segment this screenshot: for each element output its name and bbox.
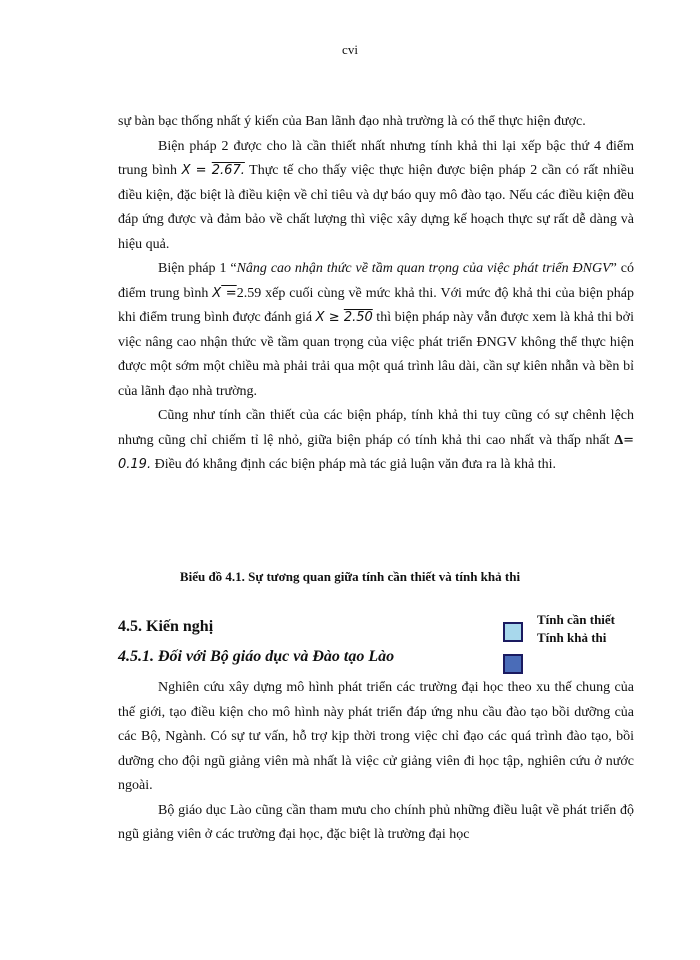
math-equals: = bbox=[221, 285, 237, 301]
paragraph-continuation: sự bàn bạc thống nhất ý kiến của Ban lãnh đạo nhà trường là có thể thực hiện được. bbox=[118, 114, 586, 129]
page-number: cvi bbox=[342, 42, 358, 57]
paragraph-feasibility-summary bbox=[118, 404, 634, 478]
math-x-bar: X bbox=[181, 163, 191, 178]
section-subheading: 4.5.1. Đối với Bộ giáo dục và Đào tạo Lào bbox=[118, 648, 395, 665]
chart-legend bbox=[503, 612, 623, 682]
paragraph-measure-2 bbox=[118, 135, 634, 258]
text-run: Thực tế cho thấy việc thực hiện được biện pháp 2 cần có rất nhiều điều kiện, đặc biệt là điều kiện về chỉ tiêu và dự báo quy mô đào tạo. Nếu các điều kiện đều đáp ứng được và đảm bảo về chất lượng thì việc xây dựng kế hoạch thực sự rất dễ dàng và hiệu quả. bbox=[118, 163, 634, 252]
text-run: Cũng như tính cần thiết của các biện pháp, tính khả thi tuy cũng có sự chênh lệch nhưng cũng chỉ chiếm tỉ lệ nhỏ, giữa biện pháp có tính khả thi cao nhất và thấp nhất bbox=[118, 408, 634, 448]
text-run: ” có điểm trung bình bbox=[118, 261, 634, 301]
math-equals: = bbox=[190, 163, 212, 178]
legend-swatch-feasibility bbox=[503, 654, 523, 674]
legend-label-necessity: Tính cần thiết bbox=[537, 612, 616, 627]
paragraph-research-model: Nghiên cứu xây dựng mô hình phát triển các trường đại học theo xu thế chung của thế giới, tạo điều kiện cho mô hình này phát triển đáp ứng nhu cầu đào tạo bồi dưỡng của các Bộ, Ngành. Có sự tư vấn, hỗ trợ kịp thời trong việc chỉ đạo các quá trình đào tạo, bồi dưỡng cho đội ngũ giảng viên mà nhất là việc cử giảng viên đi học tập, nghiên cứu ở nước ngoài. bbox=[118, 680, 634, 793]
section-heading: 4.5. Kiến nghị bbox=[118, 618, 214, 635]
math-value: 2.50 bbox=[343, 310, 373, 325]
measure-title-italic: Nâng cao nhận thức về tầm quan trọng của việc phát triển ĐNGV bbox=[236, 261, 611, 276]
text-run: Biện pháp 1 “ bbox=[158, 261, 237, 276]
text-run: Điều đó khẳng định các biện pháp mà tác giả luận văn đưa ra là khả thi. bbox=[151, 457, 556, 472]
text-run: Biện pháp 2 được cho là cần thiết nhất nhưng tính khả thi lại xếp bậc thứ 4 điểm trung bình bbox=[118, 138, 634, 178]
math-delta: Δ bbox=[614, 432, 624, 448]
math-value: 2.67. bbox=[211, 163, 245, 178]
legend-label-feasibility: Tính khả thi bbox=[537, 630, 607, 645]
legend-swatch-necessity bbox=[503, 622, 523, 642]
body-text-bottom bbox=[118, 676, 634, 848]
text-run: thì biện pháp này vẫn được xem là khả thi bởi việc nâng cao nhận thức về tầm quan trọng của việc phát triển ĐNGV không thể thực hiện được một sớm một chiều mà phải trải qua một quá trình lâu dài, cần sự kiên nhẫn và bền bỉ của lãnh đạo nhà trường. bbox=[118, 310, 634, 399]
paragraph-ministry-advice: Bộ giáo dục Lào cũng cần tham mưu cho chính phủ những điều luật về phát triển độ ngũ giảng viên ở các trường đại học, đặc biệt là trường đại học bbox=[118, 802, 634, 842]
paragraph-measure-1 bbox=[118, 257, 634, 404]
chart-caption: Biểu đồ 4.1. Sự tương quan giữa tính cần thiết và tính khả thi bbox=[179, 569, 521, 584]
text-run: xếp cuối cùng về mức khả thi. Với mức độ khả thi của biện pháp khi điểm trung bình được đánh giá bbox=[118, 285, 634, 325]
math-x-bar: X bbox=[315, 310, 325, 325]
body-text-top bbox=[118, 110, 634, 478]
math-value: 2.59 bbox=[236, 285, 262, 301]
math-x-bar: X bbox=[212, 285, 222, 301]
math-value: = 0.19. bbox=[118, 432, 634, 472]
math-gte: ≥ bbox=[324, 310, 344, 325]
